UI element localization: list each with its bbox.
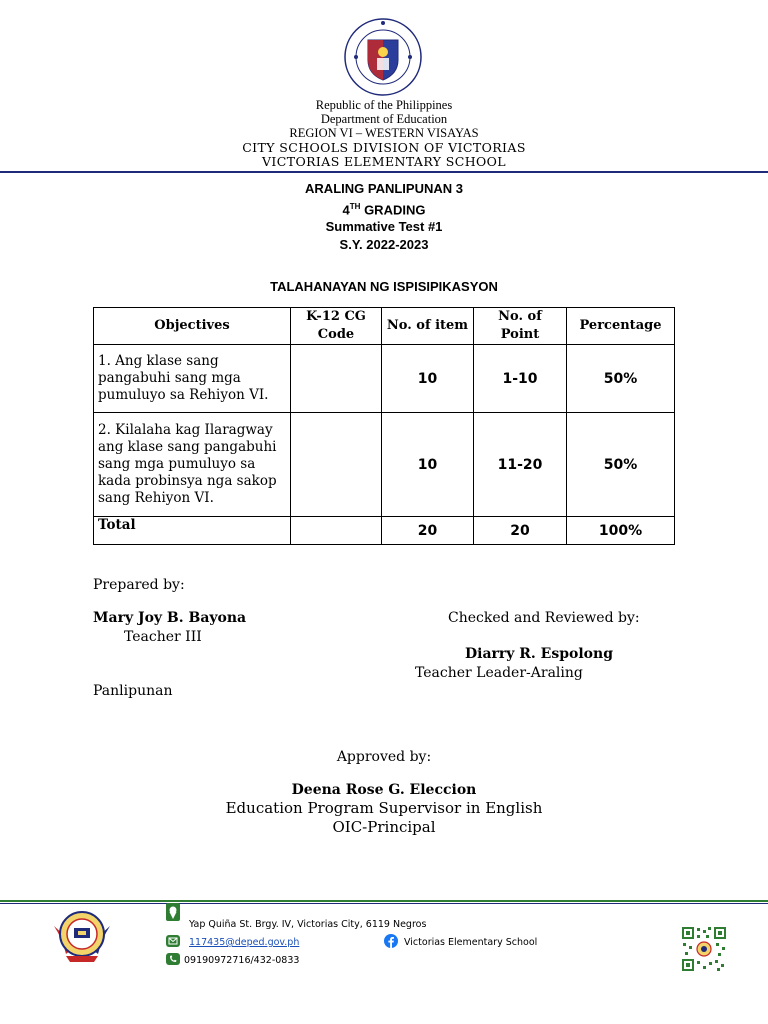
table-total-row <box>94 517 675 545</box>
total-label: Total <box>94 517 291 545</box>
objective-cell: 2. Kilalaha kag Ilaragway ang klase sang pangabuhi sang mga pumuluyo sa kada probinsya nga sakop sang Rehiyon VI. <box>94 413 291 517</box>
cg-code-cell <box>291 345 382 413</box>
table-row <box>94 413 675 517</box>
table-title: TALAHANAYAN NG ISPISIPIKASYON <box>270 279 498 294</box>
points-cell: 1-10 <box>474 345 567 413</box>
test-title: Summative Test #1 <box>325 219 443 234</box>
qr-code <box>681 926 727 972</box>
total-points: 20 <box>474 517 567 545</box>
email-icon <box>166 935 180 947</box>
grading-title <box>0 199 768 218</box>
checked-by-name: Diarry R. Espolong <box>465 646 613 662</box>
header-divider <box>0 171 768 173</box>
header-republic: Republic of the Philippines <box>315 98 453 112</box>
percentage-cell: 50% <box>567 413 675 517</box>
table-row <box>94 345 675 413</box>
specification-table <box>93 307 675 545</box>
objective-cell: 1. Ang klase sang pangabuhi sang mga pumuluyo sa Rehiyon VI. <box>94 345 291 413</box>
checked-by-label: Checked and Reviewed by: <box>448 610 640 626</box>
prepared-by-label: Prepared by: <box>93 577 185 593</box>
school-logo <box>52 908 112 964</box>
approved-by-name: Deena Rose G. Eleccion <box>291 782 477 798</box>
grading-superscript: TH <box>349 202 361 211</box>
col-percentage: Percentage <box>567 308 675 345</box>
points-cell: 11-20 <box>474 413 567 517</box>
header-department: Department of Education <box>320 112 448 126</box>
footer-email-link[interactable]: 117435@deped.gov.ph <box>189 937 300 948</box>
deped-seal-logo <box>344 18 422 96</box>
cg-code-cell <box>291 413 382 517</box>
total-code-cell <box>291 517 382 545</box>
items-cell: 10 <box>382 413 474 517</box>
total-items: 20 <box>382 517 474 545</box>
total-percentage: 100% <box>567 517 675 545</box>
footer-facebook: Victorias Elementary School <box>404 937 538 948</box>
col-cg-code: K-12 CG Code <box>291 308 382 345</box>
col-no-points: No. of Point <box>474 308 567 345</box>
footer-address: Yap Quiña St. Brgy. IV, Victorias City, 6119 Negros <box>189 919 427 930</box>
school-year: S.Y. 2022-2023 <box>339 237 429 252</box>
location-pin-icon <box>166 903 180 921</box>
phone-icon <box>166 953 180 965</box>
prepared-by-name: Mary Joy B. Bayona <box>93 610 247 626</box>
approved-by-label: Approved by: <box>336 749 432 765</box>
footer-phone: 09190972716/432-0833 <box>184 955 300 966</box>
grading-word: GRADING <box>360 202 426 218</box>
header-division: CITY SCHOOLS DIVISION OF VICTORIAS <box>242 140 526 155</box>
prepared-by-title: Teacher III <box>124 629 202 645</box>
percentage-cell: 50% <box>567 345 675 413</box>
col-objectives: Objectives <box>94 308 291 345</box>
footer-divider-navy <box>0 903 768 904</box>
subject-title: ARALING PANLIPUNAN 3 <box>305 181 463 196</box>
approved-by-title-cont: OIC-Principal <box>332 818 436 836</box>
facebook-icon <box>384 934 398 948</box>
footer-divider-green <box>0 900 768 902</box>
header-region: REGION VI – WESTERN VISAYAS <box>289 126 479 140</box>
approved-by-title: Education Program Supervisor in English <box>225 799 543 817</box>
col-no-items: No. of item <box>382 308 474 345</box>
header-school: VICTORIAS ELEMENTARY SCHOOL <box>262 154 506 169</box>
table-header-row <box>94 308 675 345</box>
items-cell: 10 <box>382 345 474 413</box>
checked-by-title: Teacher Leader-Araling <box>415 665 583 681</box>
checked-by-title-cont: Panlipunan <box>93 683 173 699</box>
grading-number: 4 <box>342 202 350 218</box>
